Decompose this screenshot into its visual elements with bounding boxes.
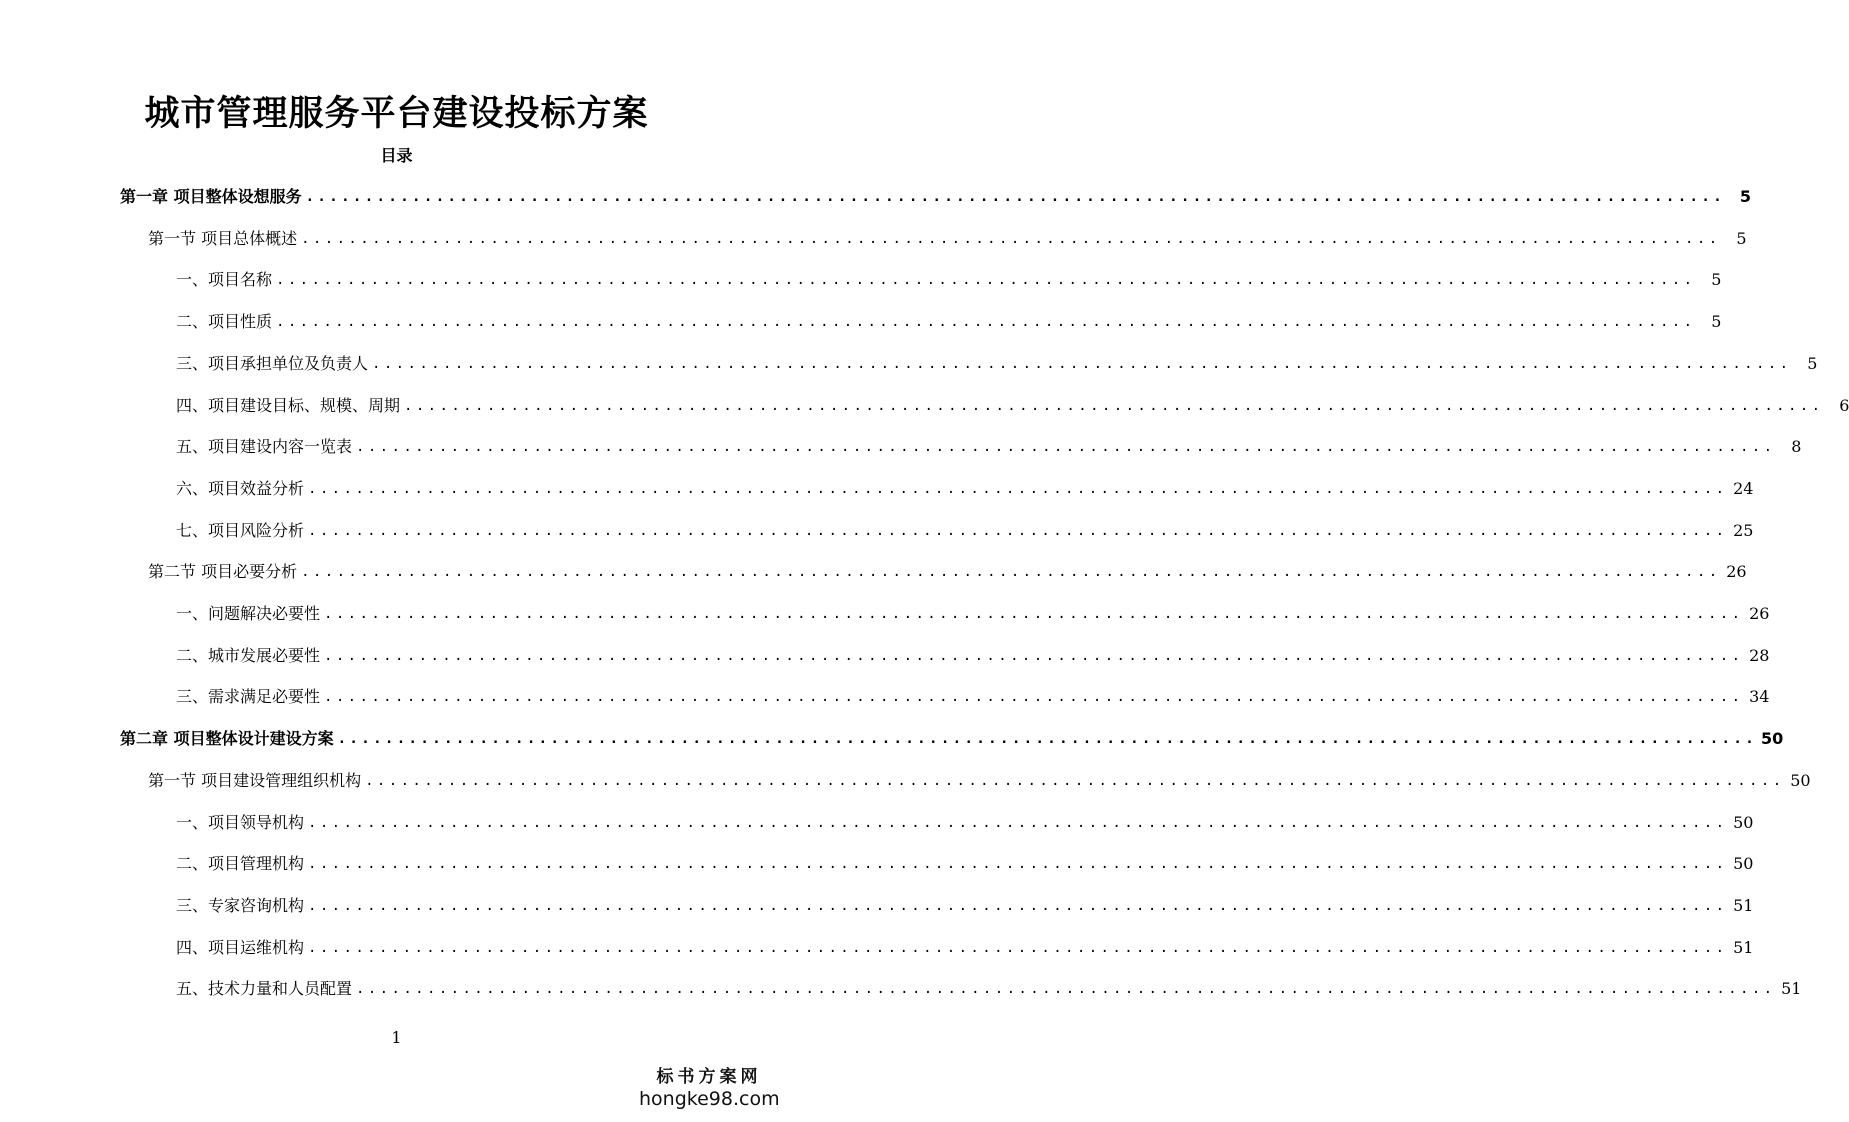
toc-leader-dots: ........................................................................................................................ — [308, 480, 1728, 497]
toc-entry-label: 一、问题解决必要性 — [176, 604, 321, 623]
toc-entry-page: 5 — [1736, 228, 1747, 248]
toc-entry-label: 一、项目领导机构 — [176, 812, 305, 832]
toc-entry-label: 七、项目风险分析 — [176, 520, 305, 540]
toc-leader-dots: ........................................................................................................................ — [404, 397, 1824, 414]
toc-entry-item[interactable] — [176, 597, 1770, 625]
toc-entry-label: 四、项目建设目标、规模、周期 — [176, 395, 401, 415]
toc-entry-label: 三、项目承担单位及负责人 — [176, 353, 369, 373]
toc-entry-page: 5 — [1739, 187, 1752, 206]
toc-entry-label: 第二章 项目整体设计建设方案 — [120, 729, 334, 749]
toc-entry-item[interactable] — [176, 847, 1754, 875]
toc-leader-dots: ........................................................................................................................ — [324, 689, 1744, 706]
toc-entry-label: 一、项目名称 — [176, 270, 273, 290]
toc-leader-dots: ........................................................................................................................ — [324, 647, 1744, 664]
toc-entry-label: 第一节 项目总体概述 — [148, 228, 298, 248]
toc-entry-page: 51 — [1733, 937, 1754, 957]
page-number: 1 — [391, 1028, 402, 1047]
document-title: 城市管理服务平台建设投标方案 — [144, 94, 649, 134]
toc-entry-chapter[interactable] — [120, 722, 1784, 750]
toc-entry-label: 三、专家咨询机构 — [176, 895, 305, 915]
watermark-url: hongke98.com — [639, 1088, 780, 1110]
toc-entry-label: 三、需求满足必要性 — [176, 687, 321, 707]
toc-entry-label: 四、项目运维机构 — [176, 937, 305, 957]
toc-leader-dots: ........................................................................................................................ — [301, 564, 1721, 581]
toc-entry-page: 6 — [1839, 395, 1849, 415]
toc-entry-page: 50 — [1733, 812, 1754, 832]
toc-entry-page: 50 — [1733, 854, 1754, 874]
toc-entry-page: 34 — [1749, 687, 1770, 707]
toc-leader-dots: ........................................................................................................................ — [301, 230, 1721, 247]
toc-entry-page: 50 — [1761, 729, 1784, 749]
toc-entry-page: 5 — [1711, 312, 1722, 332]
toc-leader-dots: ........................................................................................................................ — [356, 981, 1776, 998]
toc-leader-dots: ........................................................................................................................ — [337, 731, 1758, 748]
toc-entry-label: 第二节 项目必要分析 — [148, 562, 298, 582]
toc-leader-dots: ........................................................................................................................ — [308, 897, 1728, 914]
toc-leader-dots: ........................................................................................................................ — [324, 606, 1744, 622]
toc-entry-item[interactable] — [176, 305, 1722, 333]
toc-entry-item[interactable] — [176, 680, 1770, 708]
toc-entry-section[interactable] — [148, 222, 1747, 250]
toc-entry-item[interactable] — [176, 931, 1754, 959]
toc-entry-page: 50 — [1790, 770, 1811, 790]
toc-entry-page: 26 — [1749, 604, 1770, 623]
toc-entry-item[interactable] — [176, 389, 1849, 417]
toc-entry-page: 51 — [1733, 895, 1754, 915]
toc-leader-dots: ........................................................................................................................ — [365, 772, 1785, 789]
toc-entry-item[interactable] — [176, 472, 1754, 500]
toc-leader-dots: ........................................................................................................................ — [356, 439, 1776, 456]
toc-entry-item[interactable] — [176, 972, 1802, 1000]
toc-entry-page: 28 — [1749, 645, 1770, 665]
toc-entry-item[interactable] — [176, 514, 1754, 542]
toc-entry-label: 第一章 项目整体设想服务 — [120, 187, 302, 206]
toc-entry-item[interactable] — [176, 889, 1754, 917]
toc-entry-page: 26 — [1726, 562, 1747, 582]
toc-entry-section[interactable] — [148, 764, 1811, 792]
toc-leader-dots: ........................................................................................................................ — [308, 939, 1728, 956]
watermark-name: 标书方案网 — [656, 1067, 762, 1087]
toc-entry-item[interactable] — [176, 639, 1770, 667]
toc-entry-page: 24 — [1733, 478, 1754, 498]
toc-entry-label: 二、城市发展必要性 — [176, 645, 321, 665]
toc-leader-dots: ........................................................................................................................ — [372, 355, 1792, 372]
toc-entry-label: 五、项目建设内容一览表 — [176, 437, 353, 457]
toc-entry-item[interactable] — [176, 430, 1802, 458]
toc-entry-item[interactable] — [176, 347, 1818, 375]
watermark-logo — [639, 1066, 779, 1110]
toc-leader-dots: ........................................................................................................................ — [305, 189, 1726, 205]
toc-leader-dots: ........................................................................................................................ — [276, 272, 1696, 289]
toc-entry-label: 二、项目性质 — [176, 312, 273, 332]
toc-entry-label: 六、项目效益分析 — [176, 478, 305, 498]
toc-entry-label: 第一节 项目建设管理组织机构 — [148, 770, 362, 790]
toc-entry-item[interactable] — [176, 806, 1754, 834]
toc-entry-page: 5 — [1807, 353, 1818, 373]
toc-leader-dots: ........................................................................................................................ — [276, 314, 1696, 331]
toc-entry-chapter[interactable] — [120, 180, 1752, 208]
toc-entry-label: 二、项目管理机构 — [176, 854, 305, 874]
toc-entry-page: 5 — [1711, 270, 1722, 290]
toc-entry-item[interactable] — [176, 263, 1722, 291]
toc-heading: 目录 — [380, 146, 413, 165]
toc-entry-label: 五、技术力量和人员配置 — [176, 979, 353, 999]
toc-leader-dots: ........................................................................................................................ — [308, 856, 1728, 873]
toc-entry-section[interactable] — [148, 555, 1747, 583]
toc-leader-dots: ........................................................................................................................ — [308, 814, 1728, 831]
toc-entry-page: 8 — [1791, 437, 1802, 457]
toc-entry-page: 51 — [1781, 979, 1802, 999]
toc-entry-page: 25 — [1733, 520, 1754, 540]
toc-leader-dots: ........................................................................................................................ — [308, 522, 1728, 539]
